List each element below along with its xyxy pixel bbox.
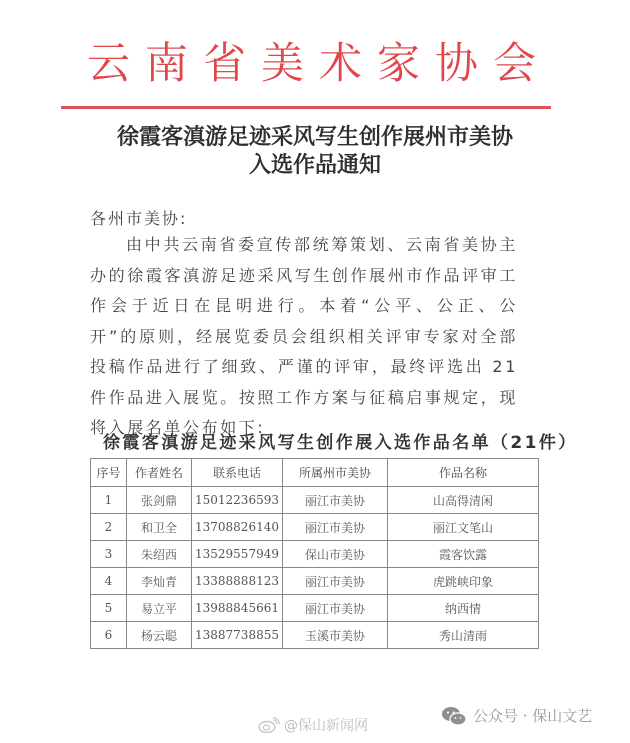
header-association: 所属州市美协 <box>283 459 388 487</box>
table-row <box>91 568 539 595</box>
wechat-watermark <box>441 705 592 726</box>
cell-work-title: 霞客饮露 <box>388 541 539 568</box>
cell-author: 李灿青 <box>127 568 192 595</box>
document-title-line1: 徐霞客滇游足迹采风写生创作展州市美协 <box>116 124 513 150</box>
table-row <box>91 514 539 541</box>
cell-author: 朱绍西 <box>127 541 192 568</box>
table-row <box>91 541 539 568</box>
cell-index: 1 <box>91 487 127 514</box>
table-row <box>91 595 539 622</box>
cell-phone: 13887738855 <box>192 622 283 649</box>
cell-author: 易立平 <box>127 595 192 622</box>
table-header-row <box>91 459 539 487</box>
salutation: 各州市美协: <box>90 209 188 228</box>
cell-association: 丽江市美协 <box>283 487 388 514</box>
header-index: 序号 <box>91 459 127 487</box>
letterhead-divider <box>61 106 551 109</box>
cell-index: 2 <box>91 514 127 541</box>
header-author: 作者姓名 <box>127 459 192 487</box>
table-row <box>91 487 539 514</box>
cell-phone: 13708826140 <box>192 514 283 541</box>
cell-association: 玉溪市美协 <box>283 622 388 649</box>
cell-association: 保山市美协 <box>283 541 388 568</box>
cell-work-title: 山高得清闲 <box>388 487 539 514</box>
header-work-title: 作品名称 <box>388 459 539 487</box>
wechat-account: 公众号 · 保山文艺 <box>473 707 593 725</box>
table-title: 徐霞客滇游足迹采风写生创作展入选作品名单（21件） <box>103 433 578 453</box>
weibo-icon <box>258 717 280 733</box>
cell-association: 丽江市美协 <box>283 568 388 595</box>
body-paragraph: 由中共云南省委宣传部统筹策划、云南省美协主办的徐霞客滇游足迹采风写生创作展州市作品评审工作会于近日在昆明进行。本着“公平、公正、公开”的原则，经展览委员会组织相关评审专家对全部投稿作品进行了细致、严谨的评审，最终评选出 21 件作品进入展览。按照工作方案与征稿启事规定，现将入展名单公布如下: <box>90 235 518 437</box>
letterhead-organization: 云南省美术家协会 <box>87 39 551 89</box>
cell-phone: 13388888123 <box>192 568 283 595</box>
cell-author: 和卫全 <box>127 514 192 541</box>
cell-phone: 13529557949 <box>192 541 283 568</box>
cell-index: 6 <box>91 622 127 649</box>
cell-association: 丽江市美协 <box>283 514 388 541</box>
cell-work-title: 秀山清雨 <box>388 622 539 649</box>
cell-association: 丽江市美协 <box>283 595 388 622</box>
cell-work-title: 纳西情 <box>388 595 539 622</box>
document-title-line2: 入选作品通知 <box>248 152 381 178</box>
entries-table <box>90 458 539 649</box>
table-row <box>91 622 539 649</box>
cell-author: 张剑鼎 <box>127 487 192 514</box>
weibo-watermark <box>258 715 368 735</box>
cell-index: 4 <box>91 568 127 595</box>
cell-work-title: 丽江文笔山 <box>388 514 539 541</box>
wechat-icon <box>441 706 467 726</box>
header-phone: 联系电话 <box>192 459 283 487</box>
cell-author: 杨云聪 <box>127 622 192 649</box>
cell-phone: 13988845661 <box>192 595 283 622</box>
cell-index: 5 <box>91 595 127 622</box>
cell-work-title: 虎跳峡印象 <box>388 568 539 595</box>
weibo-handle: @保山新闻网 <box>284 718 368 734</box>
cell-phone: 15012236593 <box>192 487 283 514</box>
cell-index: 3 <box>91 541 127 568</box>
